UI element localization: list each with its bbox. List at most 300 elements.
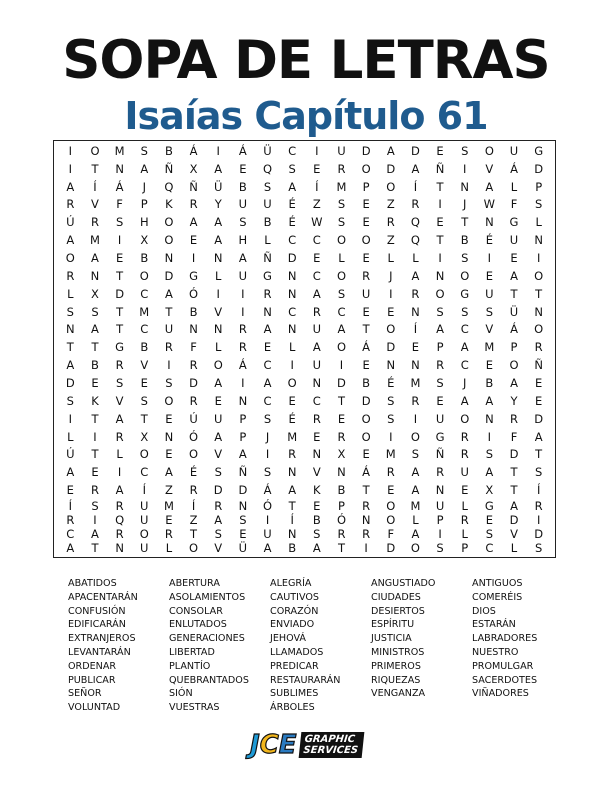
- grid-cell[interactable]: R: [436, 358, 445, 373]
- grid-cell[interactable]: H: [238, 233, 248, 248]
- grid-cell[interactable]: A: [411, 483, 420, 498]
- grid-cell[interactable]: G: [263, 268, 272, 283]
- grid-cell[interactable]: A: [263, 541, 272, 555]
- grid-cell[interactable]: R: [460, 513, 469, 527]
- grid-cell[interactable]: S: [535, 541, 543, 555]
- grid-cell[interactable]: A: [214, 233, 223, 248]
- grid-cell[interactable]: L: [510, 541, 518, 555]
- grid-cell[interactable]: T: [535, 447, 543, 462]
- grid-cell[interactable]: U: [312, 322, 322, 337]
- grid-cell[interactable]: I: [241, 304, 245, 319]
- grid-cell[interactable]: N: [90, 268, 100, 283]
- grid-cell[interactable]: R: [362, 527, 371, 541]
- grid-cell[interactable]: Ü: [509, 304, 519, 319]
- grid-cell[interactable]: L: [67, 286, 74, 301]
- grid-cell[interactable]: T: [510, 483, 518, 498]
- grid-cell[interactable]: Z: [386, 233, 395, 248]
- grid-cell[interactable]: F: [190, 340, 197, 355]
- grid-cell[interactable]: Y: [510, 393, 518, 408]
- grid-cell[interactable]: F: [116, 197, 123, 212]
- grid-cell[interactable]: E: [362, 197, 370, 212]
- grid-cell[interactable]: L: [215, 340, 222, 355]
- grid-cell[interactable]: J: [463, 197, 467, 212]
- grid-cell[interactable]: Á: [238, 143, 247, 158]
- grid-cell[interactable]: N: [164, 251, 174, 266]
- grid-cell[interactable]: S: [115, 375, 124, 390]
- grid-cell[interactable]: S: [214, 527, 222, 541]
- grid-cell[interactable]: Ó: [189, 429, 199, 444]
- grid-cell[interactable]: L: [387, 251, 394, 266]
- grid-cell[interactable]: R: [337, 429, 346, 444]
- grid-cell[interactable]: N: [238, 499, 248, 513]
- grid-cell[interactable]: A: [214, 161, 223, 176]
- grid-cell[interactable]: Ñ: [263, 251, 272, 266]
- grid-cell[interactable]: T: [436, 179, 444, 194]
- grid-cell[interactable]: E: [436, 215, 444, 230]
- grid-cell[interactable]: E: [535, 375, 543, 390]
- grid-cell[interactable]: S: [436, 375, 444, 390]
- grid-cell[interactable]: O: [336, 233, 346, 248]
- grid-cell[interactable]: O: [361, 411, 371, 426]
- grid-cell[interactable]: E: [165, 447, 173, 462]
- grid-cell[interactable]: O: [65, 251, 75, 266]
- grid-cell[interactable]: U: [460, 465, 469, 480]
- grid-cell[interactable]: E: [411, 340, 420, 355]
- grid-cell[interactable]: M: [163, 499, 174, 513]
- grid-cell[interactable]: Á: [510, 161, 518, 176]
- grid-cell[interactable]: U: [509, 233, 519, 248]
- grid-cell[interactable]: N: [435, 483, 445, 498]
- grid-cell[interactable]: D: [386, 541, 396, 555]
- grid-cell[interactable]: L: [412, 513, 419, 527]
- grid-cell[interactable]: B: [460, 233, 469, 248]
- grid-cell[interactable]: O: [460, 411, 470, 426]
- grid-cell[interactable]: X: [140, 429, 149, 444]
- grid-cell[interactable]: C: [263, 393, 272, 408]
- grid-cell[interactable]: O: [164, 233, 174, 248]
- grid-cell[interactable]: N: [287, 322, 297, 337]
- grid-cell[interactable]: E: [485, 358, 493, 373]
- grid-cell[interactable]: D: [361, 143, 371, 158]
- grid-cell[interactable]: A: [214, 513, 223, 527]
- grid-cell[interactable]: R: [312, 411, 321, 426]
- grid-cell[interactable]: A: [485, 393, 494, 408]
- grid-cell[interactable]: N: [534, 233, 543, 248]
- grid-cell[interactable]: A: [288, 179, 297, 194]
- grid-cell[interactable]: O: [361, 233, 371, 248]
- grid-cell[interactable]: V: [214, 447, 223, 462]
- grid-cell[interactable]: A: [91, 322, 99, 337]
- grid-cell[interactable]: Q: [262, 161, 273, 176]
- grid-cell[interactable]: R: [238, 322, 247, 337]
- grid-cell[interactable]: S: [535, 465, 543, 480]
- grid-cell[interactable]: C: [66, 527, 75, 541]
- grid-cell[interactable]: E: [91, 465, 99, 480]
- grid-cell[interactable]: I: [438, 197, 442, 212]
- grid-cell[interactable]: R: [189, 483, 198, 498]
- grid-cell[interactable]: C: [140, 286, 149, 301]
- grid-cell[interactable]: X: [140, 233, 149, 248]
- grid-cell[interactable]: M: [385, 447, 396, 462]
- grid-cell[interactable]: Á: [238, 358, 247, 373]
- grid-cell[interactable]: B: [91, 358, 99, 373]
- grid-cell[interactable]: A: [534, 429, 543, 444]
- grid-cell[interactable]: I: [389, 286, 393, 301]
- grid-cell[interactable]: O: [336, 340, 346, 355]
- grid-cell[interactable]: A: [436, 322, 444, 337]
- grid-cell[interactable]: O: [287, 375, 297, 390]
- grid-cell[interactable]: R: [534, 499, 543, 513]
- grid-cell[interactable]: T: [66, 340, 74, 355]
- grid-cell[interactable]: A: [66, 233, 75, 248]
- grid-cell[interactable]: U: [435, 499, 445, 513]
- grid-cell[interactable]: N: [287, 527, 297, 541]
- grid-cell[interactable]: A: [485, 179, 494, 194]
- grid-cell[interactable]: C: [460, 322, 469, 337]
- grid-cell[interactable]: Í: [290, 513, 294, 527]
- grid-cell[interactable]: E: [214, 393, 222, 408]
- grid-cell[interactable]: B: [362, 375, 371, 390]
- grid-cell[interactable]: Í: [191, 499, 196, 513]
- grid-cell[interactable]: L: [165, 541, 173, 555]
- grid-cell[interactable]: J: [265, 429, 270, 444]
- grid-cell[interactable]: A: [66, 179, 75, 194]
- grid-cell[interactable]: E: [115, 251, 124, 266]
- grid-cell[interactable]: V: [510, 527, 518, 541]
- grid-cell[interactable]: I: [68, 161, 73, 176]
- grid-cell[interactable]: É: [288, 411, 296, 426]
- grid-cell[interactable]: O: [189, 541, 199, 555]
- grid-cell[interactable]: Z: [164, 483, 173, 498]
- grid-cell[interactable]: E: [239, 161, 247, 176]
- grid-cell[interactable]: S: [485, 304, 494, 319]
- grid-cell[interactable]: R: [90, 215, 99, 230]
- grid-cell[interactable]: A: [115, 483, 124, 498]
- grid-cell[interactable]: E: [436, 143, 444, 158]
- grid-cell[interactable]: S: [313, 527, 321, 541]
- grid-cell[interactable]: U: [164, 322, 174, 337]
- grid-cell[interactable]: L: [264, 233, 271, 248]
- grid-cell[interactable]: R: [115, 527, 124, 541]
- grid-cell[interactable]: R: [66, 197, 75, 212]
- grid-cell[interactable]: Á: [189, 143, 198, 158]
- grid-cell[interactable]: Ñ: [534, 358, 543, 373]
- grid-cell[interactable]: E: [485, 513, 493, 527]
- grid-cell[interactable]: T: [91, 340, 99, 355]
- grid-cell[interactable]: W: [311, 215, 323, 230]
- grid-cell[interactable]: O: [361, 429, 371, 444]
- grid-cell[interactable]: K: [165, 197, 173, 212]
- grid-cell[interactable]: R: [189, 197, 198, 212]
- grid-cell[interactable]: S: [337, 286, 346, 301]
- grid-cell[interactable]: P: [535, 179, 543, 194]
- grid-cell[interactable]: Z: [312, 197, 321, 212]
- grid-cell[interactable]: L: [412, 251, 419, 266]
- grid-cell[interactable]: I: [536, 513, 541, 527]
- grid-cell[interactable]: I: [364, 541, 368, 555]
- grid-cell[interactable]: G: [534, 143, 544, 158]
- grid-cell[interactable]: É: [485, 233, 493, 248]
- grid-cell[interactable]: O: [435, 286, 445, 301]
- grid-cell[interactable]: A: [411, 465, 420, 480]
- grid-cell[interactable]: R: [362, 268, 371, 283]
- grid-cell[interactable]: V: [312, 465, 321, 480]
- grid-cell[interactable]: N: [287, 286, 297, 301]
- grid-cell[interactable]: A: [485, 465, 494, 480]
- grid-cell[interactable]: D: [361, 393, 371, 408]
- grid-cell[interactable]: N: [287, 465, 297, 480]
- grid-cell[interactable]: J: [142, 179, 146, 194]
- grid-cell[interactable]: T: [91, 161, 99, 176]
- grid-cell[interactable]: O: [410, 541, 420, 555]
- grid-cell[interactable]: I: [93, 513, 97, 527]
- grid-cell[interactable]: R: [189, 393, 198, 408]
- grid-cell[interactable]: O: [336, 268, 346, 283]
- grid-cell[interactable]: U: [263, 527, 272, 541]
- grid-cell[interactable]: B: [312, 513, 321, 527]
- grid-cell[interactable]: A: [411, 161, 420, 176]
- grid-cell[interactable]: E: [510, 251, 518, 266]
- grid-cell[interactable]: R: [66, 268, 75, 283]
- grid-cell[interactable]: Q: [115, 513, 125, 527]
- grid-cell[interactable]: N: [435, 268, 445, 283]
- grid-cell[interactable]: A: [263, 375, 272, 390]
- grid-cell[interactable]: B: [337, 483, 346, 498]
- grid-cell[interactable]: T: [436, 233, 444, 248]
- grid-cell[interactable]: S: [140, 393, 148, 408]
- grid-cell[interactable]: Ú: [66, 447, 75, 462]
- grid-cell[interactable]: É: [288, 215, 296, 230]
- grid-cell[interactable]: Ñ: [238, 465, 248, 480]
- grid-cell[interactable]: N: [411, 304, 420, 319]
- grid-cell[interactable]: S: [387, 393, 395, 408]
- grid-cell[interactable]: A: [312, 340, 321, 355]
- grid-cell[interactable]: C: [140, 322, 149, 337]
- grid-cell[interactable]: E: [362, 447, 370, 462]
- grid-cell[interactable]: R: [115, 499, 124, 513]
- grid-cell[interactable]: M: [139, 304, 150, 319]
- grid-cell[interactable]: T: [510, 286, 518, 301]
- grid-cell[interactable]: A: [263, 322, 272, 337]
- grid-cell[interactable]: Í: [413, 322, 418, 337]
- grid-cell[interactable]: E: [140, 375, 148, 390]
- grid-cell[interactable]: I: [463, 161, 467, 176]
- grid-cell[interactable]: O: [139, 447, 149, 462]
- grid-cell[interactable]: B: [263, 215, 272, 230]
- grid-cell[interactable]: C: [140, 465, 149, 480]
- grid-cell[interactable]: A: [510, 268, 518, 283]
- grid-cell[interactable]: X: [91, 286, 99, 301]
- grid-cell[interactable]: L: [67, 429, 74, 444]
- grid-cell[interactable]: T: [461, 215, 469, 230]
- grid-cell[interactable]: R: [189, 358, 198, 373]
- grid-cell[interactable]: E: [337, 411, 346, 426]
- grid-cell[interactable]: C: [485, 541, 494, 555]
- grid-cell[interactable]: E: [387, 304, 395, 319]
- grid-cell[interactable]: G: [115, 340, 125, 355]
- grid-cell[interactable]: E: [436, 393, 444, 408]
- grid-cell[interactable]: Ó: [262, 499, 273, 513]
- grid-cell[interactable]: U: [509, 143, 519, 158]
- grid-cell[interactable]: N: [213, 251, 223, 266]
- grid-cell[interactable]: N: [337, 465, 346, 480]
- grid-cell[interactable]: N: [238, 393, 248, 408]
- grid-cell[interactable]: V: [140, 358, 149, 373]
- grid-cell[interactable]: A: [91, 527, 99, 541]
- grid-cell[interactable]: V: [214, 541, 223, 555]
- grid-cell[interactable]: T: [116, 304, 124, 319]
- grid-cell[interactable]: D: [509, 447, 519, 462]
- grid-cell[interactable]: I: [487, 251, 492, 266]
- grid-cell[interactable]: T: [535, 286, 543, 301]
- grid-cell[interactable]: A: [510, 499, 518, 513]
- grid-cell[interactable]: Ú: [66, 215, 75, 230]
- grid-cell[interactable]: E: [362, 251, 370, 266]
- grid-cell[interactable]: P: [140, 197, 148, 212]
- grid-cell[interactable]: A: [337, 322, 346, 337]
- grid-cell[interactable]: C: [460, 358, 469, 373]
- grid-cell[interactable]: Ü: [263, 143, 272, 158]
- grid-cell[interactable]: S: [337, 215, 346, 230]
- grid-cell[interactable]: T: [510, 465, 518, 480]
- grid-cell[interactable]: Í: [413, 179, 418, 194]
- grid-cell[interactable]: X: [337, 447, 346, 462]
- grid-cell[interactable]: R: [411, 286, 420, 301]
- grid-cell[interactable]: Ü: [214, 179, 223, 194]
- grid-cell[interactable]: T: [337, 393, 345, 408]
- grid-cell[interactable]: M: [484, 340, 495, 355]
- grid-cell[interactable]: E: [66, 483, 74, 498]
- grid-cell[interactable]: R: [288, 447, 297, 462]
- grid-cell[interactable]: B: [485, 375, 494, 390]
- grid-cell[interactable]: R: [115, 429, 124, 444]
- grid-cell[interactable]: R: [164, 340, 173, 355]
- grid-cell[interactable]: P: [436, 513, 444, 527]
- grid-cell[interactable]: F: [510, 197, 518, 212]
- grid-cell[interactable]: Q: [164, 179, 174, 194]
- grid-cell[interactable]: Ó: [189, 286, 199, 301]
- grid-cell[interactable]: C: [288, 233, 297, 248]
- grid-cell[interactable]: I: [265, 447, 270, 462]
- grid-cell[interactable]: W: [483, 197, 496, 212]
- grid-cell[interactable]: I: [389, 429, 393, 444]
- grid-cell[interactable]: I: [290, 358, 294, 373]
- grid-cell[interactable]: B: [189, 304, 198, 319]
- grid-cell[interactable]: O: [189, 447, 199, 462]
- grid-cell[interactable]: C: [312, 233, 321, 248]
- grid-cell[interactable]: D: [238, 483, 248, 498]
- grid-cell[interactable]: U: [263, 197, 272, 212]
- grid-cell[interactable]: C: [312, 393, 321, 408]
- grid-cell[interactable]: O: [139, 527, 149, 541]
- grid-cell[interactable]: G: [435, 429, 445, 444]
- grid-cell[interactable]: D: [509, 513, 519, 527]
- grid-cell[interactable]: N: [485, 411, 494, 426]
- grid-cell[interactable]: R: [510, 411, 519, 426]
- grid-cell[interactable]: N: [361, 513, 371, 527]
- grid-cell[interactable]: T: [116, 268, 124, 283]
- grid-cell[interactable]: R: [164, 527, 173, 541]
- grid-cell[interactable]: I: [438, 527, 442, 541]
- grid-cell[interactable]: Ñ: [189, 179, 198, 194]
- grid-cell[interactable]: Í: [93, 179, 97, 194]
- grid-cell[interactable]: U: [238, 197, 248, 212]
- grid-cell[interactable]: V: [485, 161, 494, 176]
- grid-cell[interactable]: S: [239, 215, 247, 230]
- grid-cell[interactable]: I: [216, 286, 220, 301]
- grid-cell[interactable]: C: [263, 358, 272, 373]
- grid-cell[interactable]: Á: [115, 179, 124, 194]
- grid-cell[interactable]: N: [287, 268, 297, 283]
- grid-cell[interactable]: P: [436, 340, 444, 355]
- grid-cell[interactable]: O: [139, 268, 149, 283]
- grid-cell[interactable]: J: [463, 375, 467, 390]
- grid-cell[interactable]: H: [139, 215, 149, 230]
- grid-cell[interactable]: R: [238, 340, 247, 355]
- grid-cell[interactable]: E: [313, 251, 321, 266]
- grid-cell[interactable]: Á: [263, 483, 272, 498]
- grid-cell[interactable]: U: [140, 513, 149, 527]
- grid-cell[interactable]: D: [65, 375, 75, 390]
- grid-cell[interactable]: O: [410, 429, 420, 444]
- grid-cell[interactable]: Ñ: [435, 447, 445, 462]
- grid-cell[interactable]: K: [313, 483, 321, 498]
- grid-cell[interactable]: G: [509, 215, 519, 230]
- grid-cell[interactable]: P: [239, 429, 247, 444]
- grid-cell[interactable]: X: [189, 161, 198, 176]
- grid-cell[interactable]: M: [90, 233, 100, 248]
- grid-cell[interactable]: A: [66, 541, 75, 555]
- grid-cell[interactable]: I: [117, 465, 122, 480]
- grid-cell[interactable]: A: [312, 286, 321, 301]
- grid-cell[interactable]: Q: [410, 215, 420, 230]
- grid-cell[interactable]: O: [386, 179, 396, 194]
- grid-cell[interactable]: O: [386, 513, 396, 527]
- grid-cell[interactable]: E: [263, 340, 272, 355]
- grid-cell[interactable]: D: [534, 161, 544, 176]
- grid-cell[interactable]: O: [534, 268, 544, 283]
- grid-cell[interactable]: Á: [510, 322, 518, 337]
- grid-cell[interactable]: T: [362, 483, 370, 498]
- grid-cell[interactable]: É: [189, 465, 198, 480]
- grid-cell[interactable]: I: [413, 411, 418, 426]
- grid-cell[interactable]: N: [164, 429, 174, 444]
- grid-cell[interactable]: O: [361, 161, 371, 176]
- grid-cell[interactable]: Ü: [238, 541, 248, 555]
- grid-cell[interactable]: U: [214, 411, 223, 426]
- grid-cell[interactable]: E: [362, 304, 370, 319]
- grid-cell[interactable]: E: [461, 483, 469, 498]
- grid-cell[interactable]: Í: [68, 499, 73, 513]
- grid-cell[interactable]: S: [461, 304, 469, 319]
- grid-cell[interactable]: I: [216, 143, 220, 158]
- grid-cell[interactable]: R: [436, 465, 445, 480]
- grid-cell[interactable]: N: [312, 375, 322, 390]
- grid-cell[interactable]: Z: [189, 513, 198, 527]
- grid-cell[interactable]: S: [66, 393, 74, 408]
- grid-cell[interactable]: T: [288, 499, 296, 513]
- grid-cell[interactable]: L: [461, 499, 468, 513]
- grid-cell[interactable]: R: [411, 197, 420, 212]
- grid-cell[interactable]: Í: [142, 483, 146, 498]
- grid-cell[interactable]: Ñ: [435, 161, 445, 176]
- grid-cell[interactable]: R: [214, 499, 223, 513]
- grid-cell[interactable]: I: [68, 411, 73, 426]
- grid-cell[interactable]: P: [338, 499, 345, 513]
- grid-cell[interactable]: S: [165, 375, 173, 390]
- grid-cell[interactable]: A: [386, 143, 395, 158]
- grid-cell[interactable]: S: [91, 499, 99, 513]
